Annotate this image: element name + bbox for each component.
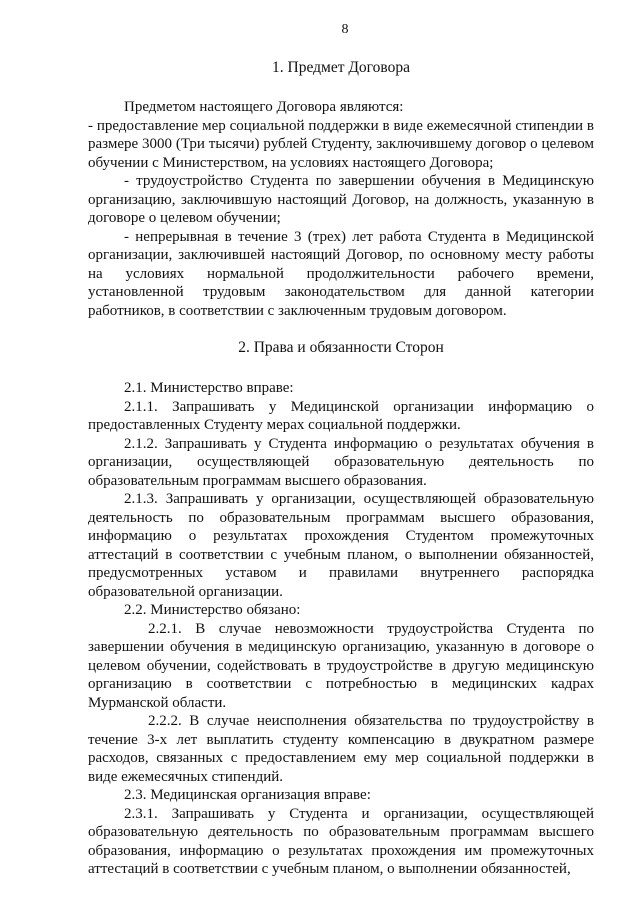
section1-item-stipend: - предоставление мер социальной поддержки в виде ежемесячной стипендии в размере 3000 (Три тысячи) рублей Студенту, заключившему договор о целевом обучении с Министерством, на условиях настоящего Договора; bbox=[88, 117, 594, 171]
clause-2-2-1: 2.2.1. В случае невозможности трудоустройства Студента по завершении обучения в медицинскую организацию, указанную в договоре о целевом обучении, содействовать в трудоустройстве в другую медицинскую организацию в соответствии с потребностью в медицинских кадрах Мурманской области. bbox=[88, 620, 594, 711]
section1-intro: Предметом настоящего Договора являются: bbox=[124, 99, 404, 115]
page-number: 8 bbox=[341, 22, 349, 37]
clause-2-2-2: 2.2.2. В случае неисполнения обязательства по трудоустройству в течение 3-х лет выплатить студенту компенсацию в двукратном размере расходов, связанных с предоставлением ему мер социальной поддержки в виде ежемесячных стипендий. bbox=[88, 713, 594, 785]
clause-2-2: 2.2. Министерство обязано: bbox=[124, 602, 301, 618]
clause-2-1-2: 2.1.2. Запрашивать у Студента информацию о результатах обучения в организации, осуществляющей образовательную деятельность по образовательным программам высшего образования. bbox=[88, 435, 594, 489]
clause-2-3: 2.3. Медицинская организация вправе: bbox=[124, 787, 371, 803]
clause-2-1: 2.1. Министерство вправе: bbox=[124, 380, 294, 396]
section-title-subject: 1. Предмет Договора bbox=[272, 59, 410, 76]
clause-2-1-1: 2.1.1. Запрашивать у Медицинской организации информацию о предоставленных Студенту мерах социальной поддержки. bbox=[88, 398, 594, 433]
section1-item-continuous-work: - непрерывная в течение 3 (трех) лет работа Студента в Медицинской организации, заключившей настоящий Договор, по основному месту работы на условиях нормальной продолжительности рабочего времени, установленной трудовым законодательством для данной категории работников, в соответствии с заключенным трудовым договором. bbox=[88, 228, 594, 319]
clause-2-1-3: 2.1.3. Запрашивать у организации, осуществляющей образовательную деятельность по образовательным программам высшего образования, информацию о результатах прохождения Студентом промежуточных аттестаций в соответствии с учебным планом, о выполнении обязанностей, предусмотренных уставом и правилами внутреннего распорядка образовательной организации. bbox=[88, 491, 594, 600]
clause-2-3-1: 2.3.1. Запрашивать у Студента и организации, осуществляющей образовательную деятельность по образовательным программам высшего образования, информацию о результатах прохождения им промежуточных аттестаций в соответствии с учебным планом, о выполнении обязанностей, bbox=[88, 805, 594, 877]
section-title-rights: 2. Права и обязанности Сторон bbox=[238, 339, 444, 356]
section1-item-employment: - трудоустройство Студента по завершении обучения в Медицинскую организацию, заключившую настоящий Договор, на должность, указанную в договоре о целевом обучении; bbox=[88, 173, 594, 226]
